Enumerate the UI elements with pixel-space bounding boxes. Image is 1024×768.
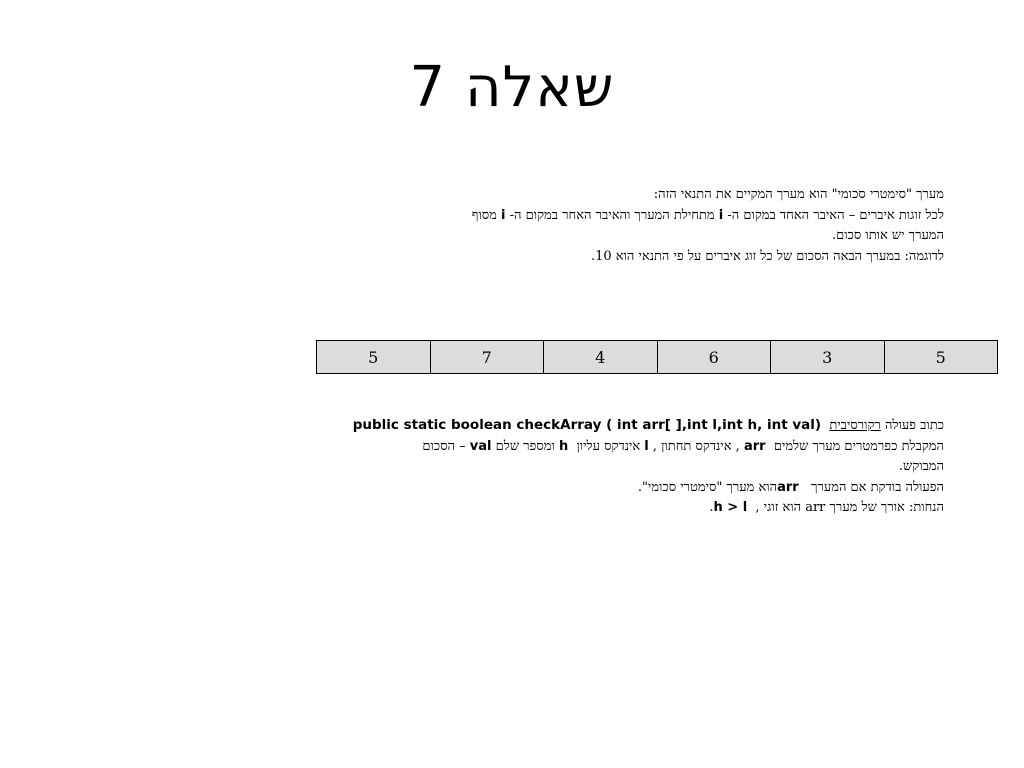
task-text-part: אינדקס עליון xyxy=(576,438,641,454)
example-array-row xyxy=(317,341,998,374)
index-i: i xyxy=(718,207,724,223)
definition-line: מערך "סימטרי סכומי" הוא מערך המקיים את התנאי הזה: xyxy=(653,187,944,202)
param-l: l xyxy=(644,438,649,454)
param-val: val xyxy=(469,438,492,454)
task-text-part: ומספר שלם xyxy=(495,438,555,454)
task-line xyxy=(284,437,944,458)
definition-line xyxy=(284,206,944,227)
array-cell: 5 xyxy=(317,341,431,374)
task-text-part: המקבלת כפרמטרים מערך שלמים xyxy=(773,438,944,454)
task-line xyxy=(284,498,944,519)
task-text-part: . xyxy=(709,500,714,515)
task-text-part: , אינדקס תחתון , xyxy=(652,438,740,454)
definition-line: המערך יש אותו סכום. xyxy=(831,228,944,243)
param-h: h xyxy=(558,438,569,454)
array-cell: 3 xyxy=(771,341,885,374)
array-cell: 6 xyxy=(657,341,771,374)
task-text-part: הוא מערך "סימטרי סכומי". xyxy=(637,479,778,495)
array-cell: 5 xyxy=(884,341,998,374)
definition-text xyxy=(284,185,944,267)
task-text-part: כתוב פעולה xyxy=(884,418,944,433)
param-arr: arr xyxy=(805,500,826,515)
task-line xyxy=(284,415,944,437)
task-line: המבוקש. xyxy=(898,459,944,474)
slide-title: שאלה 7 xyxy=(409,55,615,120)
definition-line: לדוגמה: במערך הבאה הסכום של כל זוג איברים על פי התנאי הוא 10. xyxy=(590,248,944,264)
task-text-part: – הסכום xyxy=(422,438,466,454)
assumption-condition: h > l xyxy=(713,500,748,515)
task-text xyxy=(284,415,944,519)
array-cell: 4 xyxy=(544,341,658,374)
array-cell: 7 xyxy=(430,341,544,374)
task-text-part: הפעולה בודקת אם המערך xyxy=(811,479,944,495)
definition-text-part: לכל זוגות איברים – האיבר האחד במקום ה- xyxy=(727,207,944,223)
task-line xyxy=(284,478,944,499)
recursive-word: רקורסיבית xyxy=(829,418,881,433)
definition-text-part: מתחילת המערך והאיבר האחר במקום ה- xyxy=(509,207,715,223)
param-arr: arr xyxy=(743,438,766,454)
task-text-part: הוא זוגי , xyxy=(755,500,802,515)
method-signature: public static boolean checkArray ( int arr[ ],int l,int h, int val) xyxy=(352,417,822,433)
param-arr: arr xyxy=(777,479,799,495)
task-text-part: הנחות: אורך של מערך xyxy=(829,500,944,515)
example-array-table xyxy=(316,340,998,374)
definition-text-part: מסוף xyxy=(471,207,497,223)
index-i: i xyxy=(501,207,506,223)
